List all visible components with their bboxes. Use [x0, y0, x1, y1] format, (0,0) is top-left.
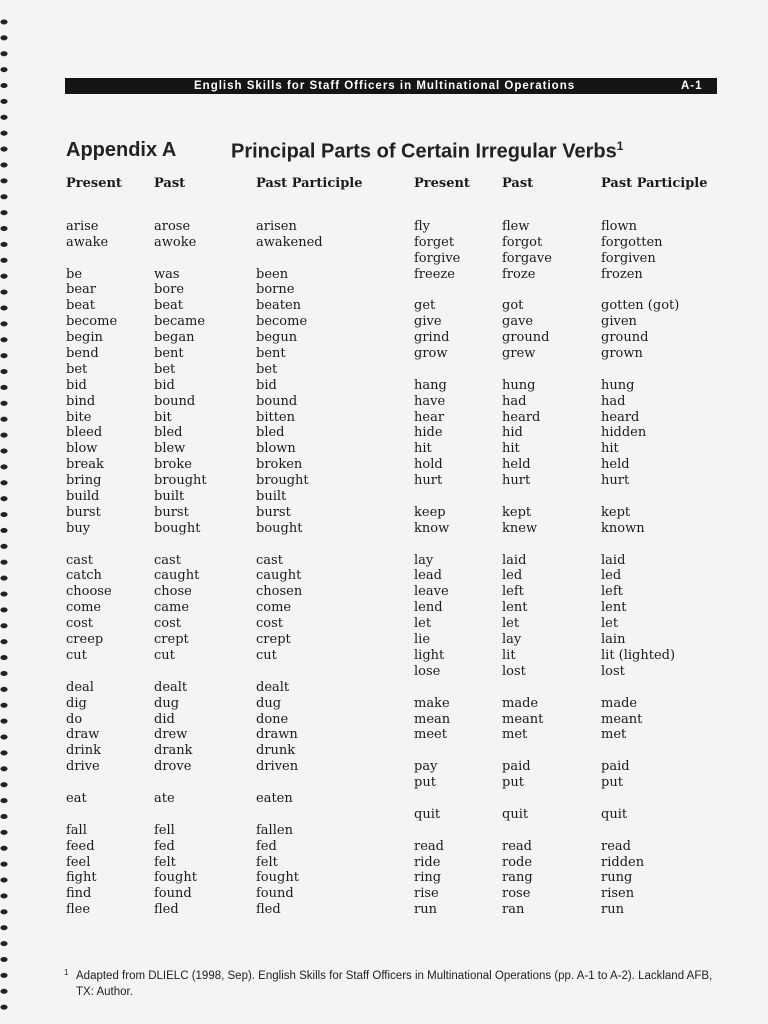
verb-form: deal — [66, 679, 94, 695]
verb-form: given — [601, 314, 637, 330]
verb-form: led — [601, 568, 622, 584]
verb-form: made — [502, 695, 539, 711]
verb-form: hung — [502, 377, 536, 393]
verb-form — [66, 664, 122, 680]
verb-form: lost — [502, 663, 526, 679]
verb-form: dug — [256, 695, 282, 711]
verb-form: fight — [66, 870, 97, 886]
verb-form: freeze — [414, 266, 455, 282]
verb-form: fled — [154, 902, 179, 918]
verb-form: bid — [154, 377, 175, 393]
verb-form: let — [414, 616, 432, 632]
verb-form: bled — [256, 425, 285, 441]
verb-form: froze — [502, 266, 536, 282]
verb-form: left — [601, 584, 623, 600]
verb-form: brought — [256, 473, 309, 489]
verb-form: hurt — [502, 473, 531, 489]
verb-form: read — [414, 838, 444, 854]
verb-form — [154, 537, 207, 553]
verb-form: fought — [154, 870, 197, 886]
column-left-participle — [256, 176, 363, 918]
verb-form: lost — [601, 663, 625, 679]
verb-form: borne — [256, 282, 295, 298]
verb-form — [414, 743, 470, 759]
verb-form: ate — [154, 790, 175, 806]
verb-form: draw — [66, 727, 100, 743]
verb-form: held — [502, 457, 531, 473]
verb-form: paid — [601, 759, 630, 775]
verb-form: flee — [66, 902, 91, 918]
running-title: English Skills for Staff Officers in Multinational Operations — [194, 80, 576, 92]
verb-form: have — [414, 393, 446, 409]
verb-form: lent — [502, 600, 528, 616]
verb-form: ring — [414, 870, 442, 886]
verb-form — [502, 537, 552, 553]
verb-form: find — [66, 886, 92, 902]
appendix-label: Appendix A — [66, 139, 177, 161]
verb-form: awakened — [256, 234, 323, 250]
verb-form: beaten — [256, 298, 302, 314]
verb-form: keep — [414, 504, 446, 520]
verb-form: forgot — [502, 234, 543, 250]
verb-form — [66, 537, 122, 553]
verb-form: eat — [66, 790, 87, 806]
verb-form — [256, 807, 363, 823]
verb-form: built — [256, 489, 287, 505]
verb-form: became — [154, 314, 206, 330]
verb-form: drank — [154, 743, 193, 759]
verb-form: fell — [154, 822, 175, 838]
verb-form: met — [601, 727, 627, 743]
verb-form — [66, 251, 122, 267]
verb-form: buy — [66, 520, 91, 536]
verb-form: grew — [502, 346, 536, 362]
verb-form: knew — [502, 520, 538, 536]
verb-form: break — [66, 457, 104, 473]
verb-form: cut — [256, 647, 277, 663]
verb-form: arisen — [256, 218, 297, 234]
verb-form: grow — [414, 346, 448, 362]
verb-form: been — [256, 266, 289, 282]
verb-form: cost — [66, 616, 94, 632]
verb-form — [414, 823, 470, 839]
verb-form: bear — [66, 282, 96, 298]
verb-form — [154, 251, 207, 267]
verb-form: ride — [414, 854, 441, 870]
verb-form: bind — [66, 393, 96, 409]
verb-form: built — [154, 489, 185, 505]
verb-form: lose — [414, 663, 441, 679]
verb-form: lit — [502, 647, 516, 663]
verb-form: met — [502, 727, 528, 743]
verb-form: hit — [601, 441, 619, 457]
verb-form: drawn — [256, 727, 298, 743]
verb-form: led — [502, 568, 523, 584]
verb-form: dug — [154, 695, 180, 711]
verb-form: beat — [154, 298, 183, 314]
verb-form: make — [414, 695, 450, 711]
verb-form: read — [502, 838, 532, 854]
verb-form: made — [601, 695, 638, 711]
verb-form: found — [256, 886, 294, 902]
verb-form: risen — [601, 886, 635, 902]
verb-form: begin — [66, 330, 103, 346]
verb-form: lent — [601, 600, 627, 616]
verb-form: get — [414, 298, 436, 314]
verb-form: come — [66, 600, 102, 616]
verb-form: rang — [502, 870, 533, 886]
verb-form: choose — [66, 584, 112, 600]
verb-form: fallen — [256, 822, 293, 838]
verb-form: bit — [154, 409, 172, 425]
verb-form — [502, 680, 552, 696]
verb-form: drink — [66, 743, 101, 759]
column-left-past — [154, 176, 207, 918]
verb-form: feed — [66, 838, 95, 854]
verb-form: cast — [154, 552, 181, 568]
verb-form — [502, 743, 552, 759]
verb-form: began — [154, 330, 195, 346]
verb-form — [601, 537, 708, 553]
verb-form: was — [154, 266, 180, 282]
verb-form: hidden — [601, 425, 647, 441]
spiral-binding — [0, 14, 16, 1018]
verb-form: burst — [154, 504, 189, 520]
verb-form: pay — [414, 759, 438, 775]
verb-form: had — [601, 393, 626, 409]
verb-form: fed — [256, 838, 277, 854]
verb-form: grind — [414, 330, 450, 346]
verb-form: dealt — [256, 679, 290, 695]
verb-form: cost — [154, 616, 182, 632]
verb-form: drove — [154, 759, 192, 775]
verb-form: feel — [66, 854, 91, 870]
verb-form: held — [601, 457, 630, 473]
verb-form: meet — [414, 727, 447, 743]
verb-form: bought — [154, 520, 201, 536]
verb-form: lay — [414, 552, 434, 568]
verb-form: bleed — [66, 425, 103, 441]
verb-form: hurt — [414, 473, 443, 489]
verb-form — [66, 807, 122, 823]
verb-form: kept — [502, 504, 532, 520]
verb-form: lend — [414, 600, 443, 616]
verb-form: felt — [256, 854, 278, 870]
verb-form: chose — [154, 584, 192, 600]
footnote-mark: 1 — [64, 968, 69, 977]
verb-form: bite — [66, 409, 92, 425]
verb-form: let — [502, 616, 520, 632]
verb-form: kept — [601, 504, 631, 520]
verb-form — [502, 362, 552, 378]
verb-form — [601, 743, 708, 759]
verb-form: rung — [601, 870, 633, 886]
verb-form — [601, 282, 708, 298]
verb-form: caught — [154, 568, 200, 584]
verb-form: put — [414, 775, 436, 791]
verb-form: heard — [601, 409, 640, 425]
verb-form: fed — [154, 838, 175, 854]
verb-form: blow — [66, 441, 98, 457]
verb-form: found — [154, 886, 192, 902]
verb-form: put — [502, 775, 524, 791]
verb-form — [256, 664, 363, 680]
verb-form: hear — [414, 409, 445, 425]
verb-form: bled — [154, 425, 183, 441]
verb-form: catch — [66, 568, 102, 584]
column-header: Past Participle — [601, 176, 708, 191]
verb-form: bought — [256, 520, 303, 536]
verb-form: lain — [601, 632, 626, 648]
page-title-text: Principal Parts of Certain Irregular Verbs — [231, 140, 617, 163]
verb-form: bore — [154, 282, 185, 298]
footnote-text: Adapted from DLIELC (1998, Sep). English Skills for Staff Officers in Multinational Operations (pp. A-1 to A-2). Lackland AFB, TX: Author. — [76, 970, 713, 998]
verb-form — [414, 489, 470, 505]
verb-form: done — [256, 711, 289, 727]
verb-form: bet — [66, 361, 88, 377]
verb-form: ground — [502, 330, 550, 346]
verb-form: broke — [154, 457, 192, 473]
verb-form: hit — [414, 441, 432, 457]
verb-form: beat — [66, 298, 95, 314]
verb-form: awoke — [154, 234, 197, 250]
verb-form: caught — [256, 568, 302, 584]
verb-form — [154, 775, 207, 791]
verb-form: chosen — [256, 584, 303, 600]
verb-form: bid — [256, 377, 277, 393]
verb-form: bound — [256, 393, 298, 409]
verb-form: bid — [66, 377, 87, 393]
verb-form: fall — [66, 822, 87, 838]
column-header: Past — [154, 176, 186, 191]
verb-form: know — [414, 520, 450, 536]
verb-form: quit — [601, 806, 628, 822]
verb-form — [502, 791, 552, 807]
verb-form: forgiven — [601, 250, 656, 266]
verb-form: heard — [502, 409, 541, 425]
verb-form: awake — [66, 234, 109, 250]
verb-form: bet — [256, 361, 278, 377]
verb-form: rise — [414, 886, 439, 902]
verb-form: rose — [502, 886, 531, 902]
verb-form — [601, 823, 708, 839]
verb-form: gotten (got) — [601, 298, 680, 314]
verb-form: dig — [66, 695, 87, 711]
verb-form — [601, 791, 708, 807]
verb-form — [414, 537, 470, 553]
verb-form: bent — [154, 346, 184, 362]
verb-form: give — [414, 314, 442, 330]
verb-form: quit — [414, 806, 441, 822]
verb-form: known — [601, 520, 645, 536]
verb-form — [414, 680, 470, 696]
verb-form: paid — [502, 759, 531, 775]
verb-form: bring — [66, 473, 102, 489]
verb-form: meant — [601, 711, 643, 727]
verb-form — [154, 664, 207, 680]
verb-form: flew — [502, 218, 530, 234]
verb-form: hold — [414, 457, 443, 473]
verb-form: creep — [66, 632, 104, 648]
verb-form: fly — [414, 218, 431, 234]
verb-form: lead — [414, 568, 442, 584]
verb-form — [414, 362, 470, 378]
verb-form: eaten — [256, 790, 293, 806]
verb-form — [256, 537, 363, 553]
verb-form: laid — [601, 552, 626, 568]
column-right-past — [502, 176, 552, 918]
verb-form: bent — [256, 346, 286, 362]
verb-form: came — [154, 600, 190, 616]
verb-form — [256, 251, 363, 267]
verb-form: cost — [256, 616, 284, 632]
verb-form: rode — [502, 854, 533, 870]
verb-form: quit — [502, 806, 529, 822]
verb-form: come — [256, 600, 292, 616]
verb-form: bound — [154, 393, 196, 409]
verb-form: felt — [154, 854, 176, 870]
verb-form: become — [256, 314, 308, 330]
verb-form: forget — [414, 234, 455, 250]
column-header: Present — [66, 176, 122, 191]
verb-form: hit — [502, 441, 520, 457]
verb-form: forgive — [414, 250, 461, 266]
verb-form — [256, 775, 363, 791]
verb-form: ground — [601, 330, 649, 346]
verb-form: ridden — [601, 854, 645, 870]
verb-form: hung — [601, 377, 635, 393]
footnote-reference: 1 — [616, 139, 624, 153]
verb-form — [601, 362, 708, 378]
verb-form: lay — [502, 632, 522, 648]
verb-form: burst — [256, 504, 291, 520]
column-right-present — [414, 176, 470, 918]
verb-form: hide — [414, 425, 443, 441]
verb-form: meant — [502, 711, 544, 727]
verb-form: blown — [256, 441, 296, 457]
verb-form: drunk — [256, 743, 296, 759]
verb-form: let — [601, 616, 619, 632]
running-header — [65, 78, 717, 94]
verb-form: flown — [601, 218, 637, 234]
verb-form — [601, 489, 708, 505]
verb-form: blew — [154, 441, 186, 457]
verb-form: light — [414, 647, 445, 663]
verb-form: read — [601, 838, 631, 854]
verb-form: fled — [256, 902, 281, 918]
verb-form: arise — [66, 218, 99, 234]
verb-form: run — [414, 902, 437, 918]
verb-form: hid — [502, 425, 523, 441]
verb-form: drew — [154, 727, 188, 743]
verb-form: be — [66, 266, 83, 282]
verb-form: begun — [256, 330, 298, 346]
column-left-present — [66, 176, 122, 918]
verb-form: driven — [256, 759, 299, 775]
column-right-participle — [601, 176, 708, 918]
verb-form: cast — [256, 552, 283, 568]
verb-form: ran — [502, 902, 525, 918]
verb-form: put — [601, 775, 623, 791]
verb-form: bet — [154, 361, 176, 377]
verb-form — [502, 823, 552, 839]
verb-form: arose — [154, 218, 191, 234]
verb-form: bitten — [256, 409, 295, 425]
verb-form: hurt — [601, 473, 630, 489]
verb-form: cut — [66, 647, 87, 663]
verb-form: burst — [66, 504, 101, 520]
verb-form: cut — [154, 647, 175, 663]
verb-form — [154, 807, 207, 823]
verb-form: leave — [414, 584, 449, 600]
verb-form: grown — [601, 346, 643, 362]
verb-form: fought — [256, 870, 299, 886]
verb-form: broken — [256, 457, 303, 473]
verb-form: build — [66, 489, 100, 505]
verb-form: crept — [154, 632, 189, 648]
verb-form: cast — [66, 552, 93, 568]
verb-form — [414, 282, 470, 298]
verb-form — [66, 775, 122, 791]
verb-form: bend — [66, 346, 99, 362]
verb-form: left — [502, 584, 524, 600]
verb-form — [502, 489, 552, 505]
verb-form: crept — [256, 632, 291, 648]
page-title — [231, 139, 623, 164]
verb-form: did — [154, 711, 175, 727]
verb-form — [502, 282, 552, 298]
verb-form — [414, 791, 470, 807]
verb-form: brought — [154, 473, 207, 489]
verb-form: frozen — [601, 266, 643, 282]
verb-form: mean — [414, 711, 451, 727]
verb-form: dealt — [154, 679, 188, 695]
verb-form: had — [502, 393, 527, 409]
verb-form: lit (lighted) — [601, 647, 676, 663]
verb-form: run — [601, 902, 624, 918]
footnote — [64, 968, 714, 1000]
verb-form: become — [66, 314, 118, 330]
verb-form: do — [66, 711, 83, 727]
verb-form: drive — [66, 759, 100, 775]
verb-form: gave — [502, 314, 534, 330]
verb-form: laid — [502, 552, 527, 568]
verb-form: lie — [414, 632, 431, 648]
column-header: Past — [502, 176, 534, 191]
column-header: Past Participle — [256, 176, 363, 191]
page-number: A-1 — [681, 80, 703, 92]
column-header: Present — [414, 176, 470, 191]
verb-form: got — [502, 298, 524, 314]
verb-form: forgotten — [601, 234, 663, 250]
verb-form — [601, 680, 708, 696]
verb-form: forgave — [502, 250, 552, 266]
verb-form: hang — [414, 377, 447, 393]
